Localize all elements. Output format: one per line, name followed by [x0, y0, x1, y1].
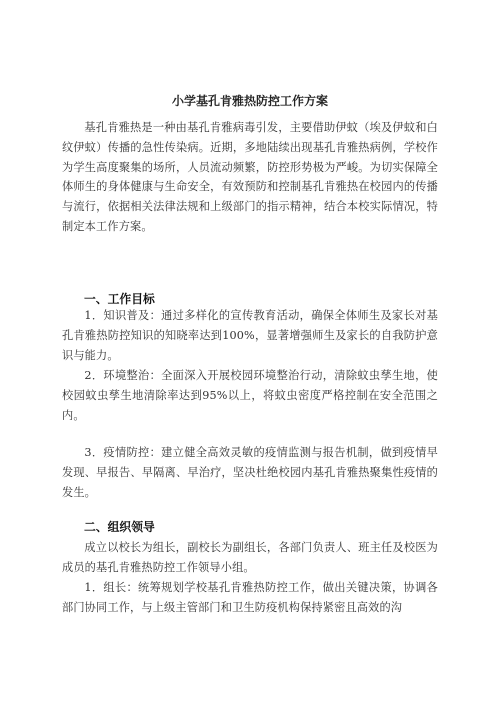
section-heading-organization: 二、组织领导 — [84, 520, 155, 534]
goal-item-environment: 2．环境整治：全面深入开展校园环境整治行动，清除蚊虫孳生地，使校园蚊虫孳生地清除率达到95%以上，将蚊虫密度严格控制在安全范围之内。 — [62, 369, 438, 422]
intro-paragraph: 基孔肯雅热是一种由基孔肯雅病毒引发，主要借助伊蚊（埃及伊蚊和白纹伊蚊）传播的急性传染病。近期，多地陆续出现基孔肯雅热病例，学校作为学生高度聚集的场所，人员流动频繁，防控形势极为严峻。为切实保障全体师生的身体健康与生命安全，有效预防和控制基孔肯雅热在校园内的传播与流行，依据相关法律法规和上级部门的指示精神，结合本校实际情况，特制定本工作方案。 — [62, 121, 438, 233]
goal-item-epidemic: 3．疫情防控：建立健全高效灵敏的疫情监测与报告机制，做到疫情早发现、早报告、早隔离、早治疗，坚决杜绝校园内基孔肯雅热聚集性疫情的发生。 — [62, 446, 438, 499]
document-title: 小学基孔肯雅热防控工作方案 — [171, 94, 328, 108]
organization-intro: 成立以校长为组长，副校长为副组长，各部门负责人、班主任及校医为成员的基孔肯雅热防控工作领导小组。 — [62, 541, 438, 574]
organization-item-leader: 1．组长：统筹规划学校基孔肯雅热防控工作，做出关键决策，协调各部门协同工作，与上级主管部门和卫生防疫机构保持紧密且高效的沟 — [62, 581, 438, 614]
section-heading-goals: 一、工作目标 — [84, 292, 155, 306]
goal-item-knowledge: 1．知识普及：通过多样化的宣传教育活动，确保全体师生及家长对基孔肯雅热防控知识的知晓率达到100%，显著增强师生及家长的自我防护意识与能力。 — [62, 309, 438, 362]
